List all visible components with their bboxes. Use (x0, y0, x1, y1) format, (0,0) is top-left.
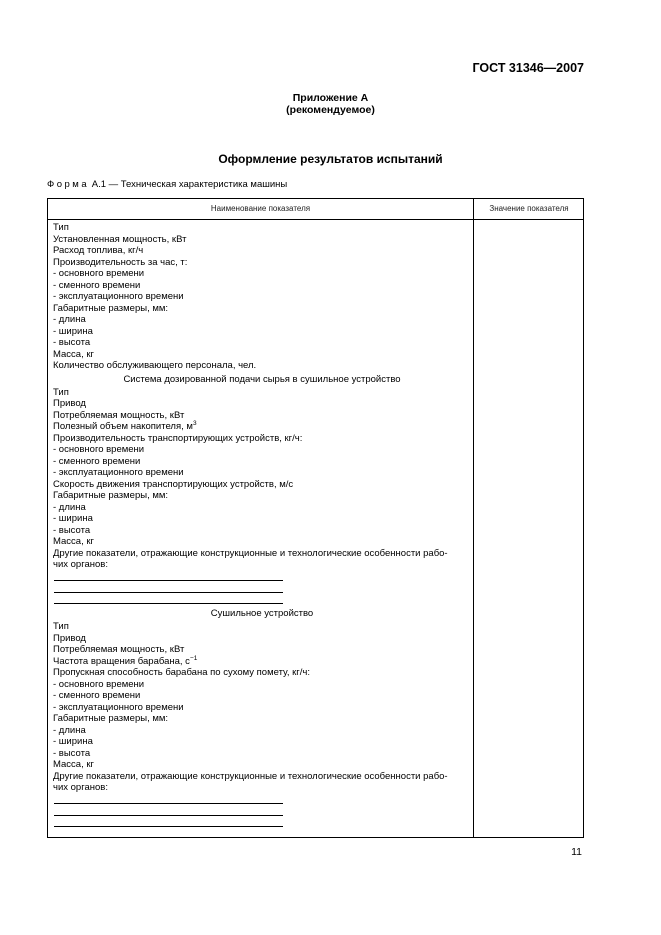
section-machine (53, 222, 471, 372)
table-row: Другие показатели, отражающие конструкционные и технологические особенности рабо- (53, 770, 448, 782)
table-row: - высота (53, 337, 91, 348)
table-row: - ширина (53, 513, 93, 524)
section2-title: Система дозированной подачи сырья в сушильное устройство (123, 373, 401, 385)
table-row: Масса, кг (53, 759, 94, 770)
table-row: чих органов: (53, 782, 108, 793)
table-row: Тип (53, 621, 69, 632)
blank-line (53, 817, 471, 829)
table-header (48, 199, 583, 220)
table-row: - сменного времени (53, 279, 141, 291)
table-row: - длина (53, 501, 86, 513)
table-row: - сменного времени (53, 690, 141, 701)
form-caption-text: А.1 — Техническая характеристика машины (91, 179, 288, 190)
table-row: Габаритные размеры, мм: (53, 713, 169, 724)
table-row: Тип (53, 222, 69, 233)
table-row: Привод (53, 632, 86, 644)
column-divider (473, 199, 474, 837)
table-row: - основного времени (53, 678, 145, 690)
table-row: Установленная мощность, кВт (53, 233, 187, 245)
table-row: чих органов: (53, 559, 108, 570)
table-row: Потребляемая мощность, кВт (53, 644, 185, 655)
page-number: 11 (571, 846, 582, 858)
table-row: Масса, кг (53, 348, 94, 360)
section3-title: Сушильное устройство (210, 608, 314, 619)
form-caption (47, 179, 287, 190)
col-name-header: Наименование показателя (210, 204, 311, 213)
blank-line (53, 794, 471, 806)
appendix-title: Приложение А (292, 92, 369, 104)
table-row: - эксплуатационного времени (53, 701, 184, 713)
volume-row: Полезный объем накопителя, $м^3$ (53, 419, 197, 432)
section2-rows-a (53, 387, 471, 422)
table-row: Производительность транспортирующих устройств, кг/ч: (53, 432, 303, 444)
table-row: - длина (53, 724, 86, 736)
section3-rows-b (53, 667, 471, 794)
table-row: Пропускная способность барабана по сухому помету, кг/ч: (53, 667, 310, 678)
table-row: - длина (53, 314, 86, 325)
table-row: Привод (53, 398, 86, 409)
table-row: Другие показатели, отражающие конструкционные и технологические особенности рабо- (53, 547, 448, 559)
blank-line (53, 594, 471, 606)
standard-number: ГОСТ 31346—2007 (472, 61, 584, 75)
table-row: Тип (53, 386, 69, 398)
table-row: - ширина (53, 736, 93, 747)
blank-line (53, 582, 471, 594)
frequency-row: Частота вращения барабана, $с^{-1}$ (53, 654, 198, 667)
table-body (53, 222, 471, 828)
table-row: Скорость движения транспортирующих устройств, м/с (53, 478, 294, 490)
section2-rows-b (53, 433, 471, 571)
appendix-subtitle: (рекомендуемое) (286, 104, 375, 116)
form-label: Форма (47, 179, 90, 190)
table-row: - ширина (53, 325, 93, 337)
appendix-block (0, 92, 661, 116)
table-row: Расход топлива, кг/ч (53, 245, 144, 256)
table-row: Габаритные размеры, мм: (53, 302, 169, 314)
table-row: - сменного времени (53, 455, 141, 467)
table-row: - высота (53, 747, 91, 759)
table-row: - основного времени (53, 268, 145, 279)
section3-rows-a (53, 621, 471, 656)
table-row: Производительность за час, т: (53, 256, 188, 268)
table-row: - основного времени (53, 444, 145, 455)
table-row: Габаритные размеры, мм: (53, 490, 169, 501)
table-row: - эксплуатационного времени (53, 467, 184, 478)
table-row: - эксплуатационного времени (53, 291, 184, 302)
col-value-header: Значение показателя (489, 204, 569, 213)
table-row: Потребляемая мощность, кВт (53, 409, 185, 421)
table-row: Количество обслуживающего персонала, чел. (53, 360, 257, 371)
table-row: - высота (53, 524, 91, 536)
table-row: Масса, кг (53, 536, 94, 547)
characteristics-table (47, 198, 584, 838)
section-heading: Оформление результатов испытаний (218, 152, 443, 166)
blank-line (53, 571, 471, 583)
blank-line (53, 805, 471, 817)
